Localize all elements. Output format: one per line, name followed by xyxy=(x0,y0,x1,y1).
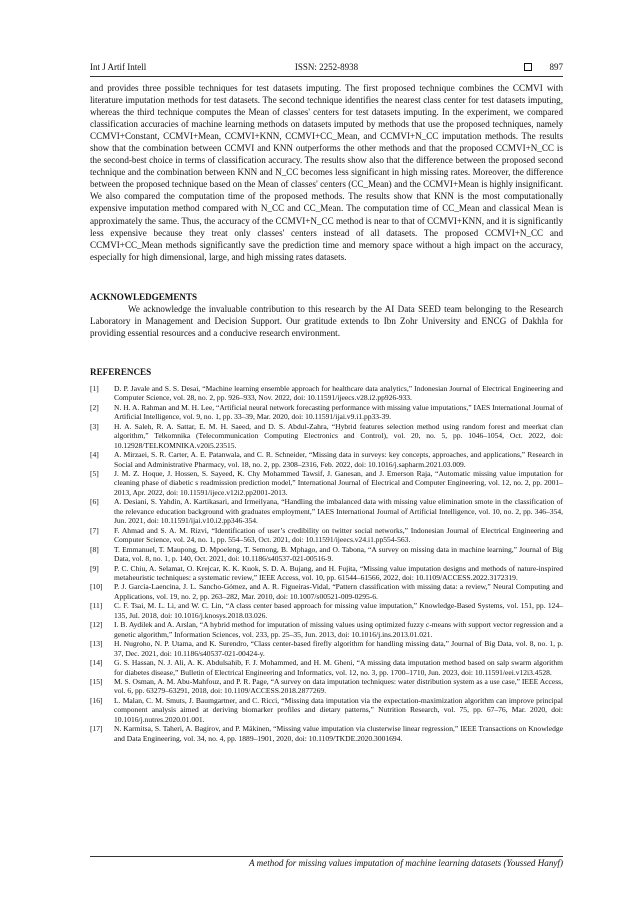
page-footer: A method for missing values imputation of machine learning datasets (Youssed Hanyf) xyxy=(249,858,563,868)
reference-text: A. Mirzaei, S. R. Carter, A. E. Patanwala, and C. R. Schneider, “Missing data in surveys: key concepts, approaches, and applications,” Research in Social and Administrative Pharmacy, vol. 18, no. 2, pp. 2308–2316, Feb. 2022, doi: 10.1016/j.sapharm.2021.03.009. xyxy=(114,450,563,469)
reference-item xyxy=(90,403,563,422)
reference-number: [2] xyxy=(90,402,99,412)
reference-item xyxy=(90,526,563,545)
reference-item xyxy=(90,497,563,525)
reference-item xyxy=(90,384,563,403)
references-section xyxy=(90,366,563,743)
footer-rule xyxy=(90,856,563,857)
acknowledgements-section xyxy=(90,291,563,339)
issn: ISSN: 2252-8938 xyxy=(294,62,359,72)
reference-number: [16] xyxy=(90,695,103,705)
reference-text: N. Karmitsa, S. Taheri, A. Bagirov, and P. Mäkinen, “Missing value imputation via clusterwise linear regression,” IEEE Transactions on Knowledge and Data Engineering, vol. 34, no. 4, pp. 1889–1901, 2020, doi: 10.1109/TKDE.2020.3001694. xyxy=(114,724,563,743)
reference-item xyxy=(90,450,563,469)
main-content xyxy=(90,82,563,743)
reference-item xyxy=(90,564,563,583)
reference-item xyxy=(90,545,563,564)
reference-item xyxy=(90,658,563,677)
reference-text: L. Malan, C. M. Smuts, J. Baumgartner, and C. Ricci, “Missing data imputation via the expectation-maximization algorithm can improve principal component analysis aimed at deriving biomarker profiles and dietary patterns,” Nutrition Research, vol. 75, pp. 67–76, Mar. 2020, doi: 10.1016/j.nutres.2020.01.001. xyxy=(114,695,563,724)
body-paragraph: and provides three possible techniques for test datasets imputing. The first proposed technique combines the CCMVI with literature imputation methods for test datasets. The second technique identifies the nearest class center for test datasets imputing, whereas the third technique computes the Mean of classes' centers for test datasets imputing. In the experiment, we compared classification accuracies of machine learning methods on datasets imputed by methods that use the proposed techniques, namely CCMVI+Constant, CCMVI+Mean, CCMVI+KNN, CCMVI+CC_Mean, and CCMVI+N_CC imputation methods. The results show that the combination between CCMVI and KNN outperforms the other methods and that the proposed CCMVI+N_CC is the second-best choice in terms of classification accuracy. The results show also that the difference between the proposed second technique and the combination between KNN and N_CC becomes less significant in high missing rates. Moreover, the difference between the proposed technique based on the Mean of classes' centers (CC_Mean) and the CCMVI+Mean is highly insignificant. We also compared the computation time of the proposed methods. The results show that KNN is the most computationally expensive imputation method compared with N_CC and CC_Mean. The computation time of CC_Mean and classical Mean is approximately the same. Thus, the accuracy of the CCMVI+N_CC method is near to that of CCMVI+KNN, and it is significantly less expensive because they treat only classes' centers instead of all datasets. The proposed CCMVI+N_CC and CCMVI+CC_Mean methods significantly save the prediction time and memory space without a high impact on the accuracy, especially for high dimensional, large, and high missing rates datasets. xyxy=(90,83,563,262)
reference-number: [7] xyxy=(90,525,99,535)
reference-number: [10] xyxy=(90,582,103,592)
reference-text: A. Desiani, S. Yahdin, A. Kartikasari, and Irmeilyana, “Handling the imbalanced data with missing value elimination smote in the classification of the relevance education background with graduates employment,” IAES International Journal of Artificial Intelligence, vol. 10, no. 2, pp. 346–354, Jun. 2021, doi: 10.11591/ijai.v10.i2.pp346-354. xyxy=(114,497,563,526)
journal-name: Int J Artif Intell xyxy=(90,62,147,72)
reference-item xyxy=(90,469,563,497)
reference-number: [5] xyxy=(90,469,99,479)
acknowledgements-text: We acknowledge the invaluable contribution to this research by the AI Data SEED team belonging to the Research Laboratory in Management and Decision Support. Our gratitude extends to Ibn Zohr University and ENCG of Dakhla for providing essential resources and a conducive research environment. xyxy=(90,303,563,338)
reference-list xyxy=(90,384,563,743)
reference-number: [17] xyxy=(90,724,103,734)
reference-item xyxy=(90,696,563,724)
reference-text: T. Emmanuel, T. Maupong, D. Mpoeleng, T. Semong, B. Mphago, and O. Tabona, “A survey on missing data in machine learning,” Journal of Big Data, vol. 8, no. 1, p. 140, Oct. 2021, doi: 10.1186/s40537-021-00516-9. xyxy=(114,544,563,564)
reference-text: I. B. Aydilek and A. Arslan, “A hybrid method for imputation of missing values using optimized fuzzy c-means with support vector regression and a genetic algorithm,” Information Sciences, vol. 233, pp. 25–35, Jun. 2013, doi: 10.1016/j.ins.2013.01.021. xyxy=(114,620,563,639)
acknowledgements-title: ACKNOWLEDGEMENTS xyxy=(90,291,198,302)
reference-number: [15] xyxy=(90,676,103,686)
reference-number: [12] xyxy=(90,620,103,630)
reference-text: M. S. Osman, A. M. Abu-Mahfouz, and P. R. Page, “A survey on data imputation techniques: water distribution system as a use case,” IEEE Access, vol. 6, pp. 63279–63291, 2018, doi: 10.1109/ACCESS.2018.2877269. xyxy=(114,676,563,696)
reference-number: [9] xyxy=(90,563,99,573)
reference-number: [8] xyxy=(90,544,99,554)
page-number-group xyxy=(524,60,564,74)
reference-item xyxy=(90,677,563,696)
reference-number: [13] xyxy=(90,639,103,649)
reference-number: [14] xyxy=(90,658,103,668)
reference-text: G. S. Hassan, N. J. Ali, A. K. Abdulsahib, F. J. Mohammed, and H. M. Gheni, “A missing data imputation method based on salp swarm algorithm for diabetes disease,” Bulletin of Electrical Engineering and Informatics, vol. 12, no. 3, pp. 1700–1710, Jun. 2023, doi: 10.11591/eei.v12i3.4528. xyxy=(114,658,563,677)
header-rule xyxy=(90,76,563,77)
reference-item xyxy=(90,582,563,601)
page-header xyxy=(90,60,563,74)
reference-number: [4] xyxy=(90,450,99,460)
reference-text: C. F. Tsai, M. L. Li, and W. C. Lin, “A class center based approach for missing value imputation,” Knowledge-Based Systems, vol. 151, pp. 124–135, Jul. 2018, doi: 10.1016/j.knosys.2018.03.026. xyxy=(114,601,563,620)
reference-number: [6] xyxy=(90,497,99,507)
reference-text: P. J. García-Laencina, J. L. Sancho-Gómez, and A. R. Figueiras-Vidal, “Pattern classification with missing data: a review,” Neural Computing and Applications, vol. 19, no. 2, pp. 263–282, Mar. 2010, doi: 10.1007/s00521-009-0295-6. xyxy=(114,582,563,601)
reference-text: N. H. A. Rahman and M. H. Lee, “Artificial neural network forecasting performance with missing value imputations,” IAES International Journal of Artificial Intelligence, vol. 9, no. 1, pp. 33–39, Mar. 2020, doi: 10.11591/ijai.v9.i1.pp33-39. xyxy=(114,402,563,422)
reference-item xyxy=(90,620,563,639)
reference-text: P. C. Chiu, A. Selamat, O. Krejcar, K. K. Kuok, S. D. A. Bujang, and H. Fujita, “Missing value imputation designs and methods of nature-inspired metaheuristic techniques: a systematic review,” IEEE Access, vol. 10, pp. 61544–61566, 2022, doi: 10.1109/ACCESS.2022.3172319. xyxy=(114,563,563,582)
reference-item xyxy=(90,724,563,743)
references-title: REFERENCES xyxy=(90,366,152,377)
checkbox-square-icon xyxy=(524,63,532,71)
reference-item xyxy=(90,422,563,450)
reference-text: H. Nugroho, N. P. Utama, and K. Surendro, “Class center-based firefly algorithm for handling missing data,” Journal of Big Data, vol. 8, no. 1, p. 37, Dec. 2021, doi: 10.1186/s40537-021-00424-y. xyxy=(114,639,563,658)
reference-item xyxy=(90,601,563,620)
reference-text: H. A. Saleh, R. A. Sattar, E. M. H. Saeed, and D. S. Abdul-Zahra, “Hybrid features selection method using random forest and meerkat clan algorithm,” Telkomnika (Telecommunication Computing Electronics and Control), vol. 20, no. 5, pp. 1046–1054, Oct. 2022, doi: 10.12928/TELKOMNIKA.v20i5.23515. xyxy=(114,421,563,450)
reference-text: D. P. Javale and S. S. Desai, “Machine learning ensemble approach for healthcare data analytics,” Indonesian Journal of Electrical Engineering and Computer Science, vol. 28, no. 2, pp. 926–933, Nov. 2022, doi: 10.11591/ijeecs.v28.i2.pp926-933. xyxy=(114,383,563,403)
reference-text: J. M. Z. Hoque, J. Hossen, S. Sayeed, K. Chy Mohammed Tawsif, J. Ganesan, and J. Emerson Raja, “Automatic missing value imputation for cleaning phase of diabetic s readmission prediction model,” International Journal of Electrical and Computer Engineering, vol. 12, no. 2, pp. 2001–2013, Apr. 2022, doi: 10.11591/ijece.v12i2.pp2001-2013. xyxy=(114,469,563,497)
reference-number: [3] xyxy=(90,421,99,431)
reference-number: [1] xyxy=(90,383,99,393)
reference-number: [11] xyxy=(90,601,103,611)
reference-item xyxy=(90,639,563,658)
page-number: 897 xyxy=(549,62,563,72)
reference-text: F. Ahmad and S. A. M. Rizvi, “Identification of user’s credibility on twitter social networks,” Indonesian Journal of Electrical Engineering and Computer Science, vol. 24, no. 1, pp. 554–563, Oct. 2021, doi: 10.11591/ijeecs.v24.i1.pp554-563. xyxy=(114,525,563,545)
